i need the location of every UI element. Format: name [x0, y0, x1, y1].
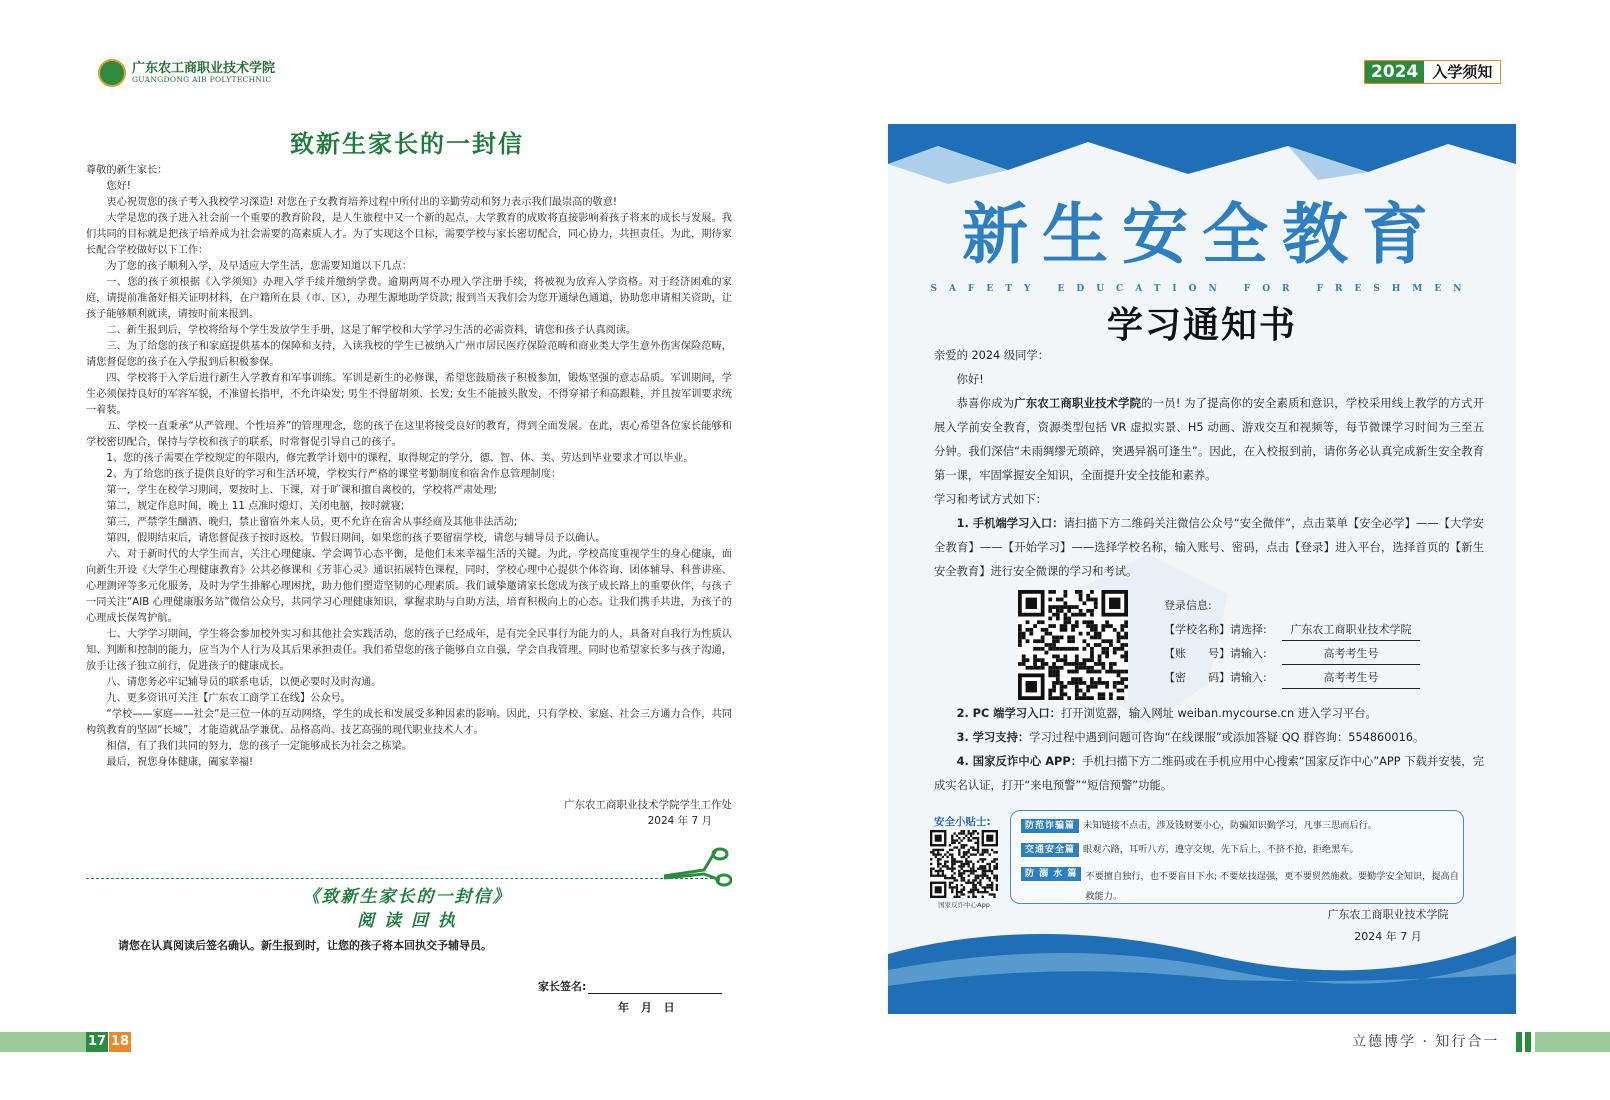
receipt-title: [84, 885, 730, 933]
poster-signature: [1188, 904, 1458, 948]
letter-paragraph: 第二，规定作息时间，晚上 11 点准时熄灯、关闭电脑，按时就寝;: [106, 501, 405, 512]
item-1-label: 1. 手机端学习入口：: [956, 517, 1064, 530]
poster-sign-org: 广东农工商职业技术学院: [1327, 908, 1449, 921]
letter-paragraph: 五、学校一直秉承“从严管理、个性培养”的管理理念，您的孩子在这里将接受良好的教育，得到全面发展。在此，衷心希望各位家长能够和学校密切配合，保持与学校和孩子的联系，时常督促引导自己的孩子。: [86, 421, 732, 448]
letter-title: 致新生家长的一封信: [290, 129, 524, 158]
poster-item-3: [934, 726, 1484, 750]
safety-tips-box: [1010, 810, 1464, 904]
footer-motto: 立德博学 · 知行合一: [1352, 1034, 1500, 1050]
scissors-icon: [660, 846, 732, 888]
tip-text: 不要擅自独行，也不要盲目下水; 不要炫技逞强，更不要贸然施救。要勤学安全知识，提高自救能力。: [1085, 871, 1459, 902]
poster-sign-date: 2024 年 7 月: [1354, 930, 1422, 943]
tip-tag: 防范诈骗篇: [1021, 819, 1079, 833]
poster-item-2: [934, 702, 1484, 726]
wechat-qr-code-icon: [1018, 590, 1128, 700]
poster-body: [934, 344, 1484, 584]
tip-fraud: [1021, 819, 1463, 833]
footer-stripe: [1525, 1032, 1531, 1052]
footer-bar-left: [0, 1032, 86, 1052]
intro-pre: 恭喜你成为: [956, 397, 1015, 410]
letter-signature: [400, 797, 732, 829]
letter-paragraph: 第三，严禁学生酗酒、晚归，禁止留宿外来人员，更不允许在宿舍从事经商及其他非法活动;: [106, 517, 518, 528]
item-3-text: 学习过程中遇到问题可咨询“在线课服”或添加答疑 QQ 群咨询：554860016。: [1029, 731, 1425, 744]
section-label: 入学须知: [1424, 61, 1500, 83]
parent-signature: [538, 978, 722, 994]
letter-paragraph: 四、学校将于入学后进行新生入学教育和军事训练。军训是新生的必修课，希望您鼓励孩子积极参加，锻炼坚强的意志品质。军训期间，学生必须保持良好的军容军貌，不准留长指甲，不允许染发; 男生不得留胡须、长发; 女生不能披头散发，不得穿裙子和高跟鞋，并且按军训要求统一着装。: [86, 373, 732, 416]
login-school-value: 广东农工商职业技术学院: [1282, 620, 1420, 641]
login-info: [1164, 594, 1420, 690]
safety-tips-label: 安全小贴士:: [934, 816, 991, 828]
poster-title: 新生安全教育: [962, 195, 1442, 273]
school-seal-icon: [98, 59, 126, 87]
letter-paragraph: 二、新生报到后，学校将给每个学生发放学生手册，这是了解学校和大学学习生活的必需资料，请您和孩子认真阅读。: [106, 325, 637, 336]
page-number-left: 17: [86, 1032, 108, 1052]
parent-signature-line[interactable]: [588, 981, 722, 994]
poster-methods-intro: 学习和考试方式如下：: [934, 493, 1047, 506]
login-title: 登录信息:: [1164, 599, 1212, 612]
letter-signature-date: 2024 年 7 月: [647, 815, 712, 827]
letter-paragraph: 您好!: [106, 181, 131, 192]
letter-paragraph: 1、您的孩子需要在学校规定的年限内，修完教学计划中的课程，取得规定的学分，德、智、体、美、劳达到毕业要求才可以毕业。: [106, 453, 694, 464]
tip-tag: 交通安全篇: [1021, 843, 1079, 857]
section-header: [1364, 60, 1501, 84]
login-password-label: 【密 码】请输入:: [1164, 671, 1267, 684]
parent-signature-label: 家长签名:: [538, 980, 587, 993]
signature-date-fields: 年 月 日: [618, 1001, 676, 1014]
tip-text: 眼观六路，耳听八方，遵守交规，先下后上，不挤不抢，拒绝黑车。: [1083, 844, 1359, 855]
letter-paragraph: 第四，假期结束后，请您督促孩子按时返校。节假日期间，如果您的孩子要留宿学校，请您与辅导员予以确认。: [106, 533, 606, 544]
receipt-note: 请您在认真阅读后签名确认。新生报到时，让您的孩子将本回执交予辅导员。: [118, 939, 492, 952]
qr-caption: 国家反诈中心App: [938, 901, 990, 909]
page-number-right: 18: [109, 1032, 131, 1052]
letter-paragraph: 三、为了给您的孩子和家庭提供基本的保障和支持，入读我校的学生已被纳入广州市居民医疗保险范畴和商业类大学生意外伤害保险范畴，请您督促您的孩子在入学报到后积极参保。: [86, 341, 732, 368]
tip-tag: 防 溺 水 篇: [1021, 867, 1081, 881]
receipt-title-line1: 《致新生家长的一封信》: [302, 887, 512, 907]
letter-paragraph: 八、请您务必牢记辅导员的联系电话，以便必要时及时沟通。: [106, 677, 382, 688]
item-2-label: 2. PC 端学习入口：: [956, 707, 1061, 720]
letter-paragraph: 九、更多资讯可关注【广东农工商学工在线】公众号。: [106, 693, 351, 704]
login-account-value: 高考考生号: [1282, 644, 1420, 665]
tip-traffic: [1021, 843, 1463, 857]
year-badge: 2024: [1365, 61, 1424, 83]
poster-heading: 学习通知书: [1106, 304, 1297, 346]
letter-paragraph: 六、对于新时代的大学生而言，关注心理健康、学会调节心态平衡，是他们未来幸福生活的关键。为此，学校高度重视学生的身心健康，面向新生开设《大学生心理健康教育》公共必修课和《芳菲心灵》通识拓展特色课程，同时，学校心理中心提供个体咨询、团体辅导、科普讲座、心理测评等多元化服务，及时为学生排解心理困扰，助力他们塑造坚韧的心理素质。我们诚挚邀请家长您成为孩子成长路上的重要伙伴，与孩子一同关注“AIB 心理健康服务站”微信公众号，共同学习心理健康知识，掌握求助与自助方法，培育积极向上的心态。让我们携手共进，为孩子的心理成长保驾护航。: [86, 549, 732, 624]
poster-greeting: 亲爱的 2024 级同学：: [934, 349, 1050, 362]
letter-paragraph: 大学是您的孩子进入社会前一个重要的教育阶段，是人生旅程中又一个新的起点，大学教育的成败将直接影响着孩子将来的成长与发展。我们共同的目标就是把孩子培养成为社会需要的高素质人才。为了实现这个目标，需要学校与家长密切配合，同心协力，共担责任。为此，期待家长配合学校做好以下工作：: [86, 213, 732, 256]
letter-paragraph: “学校——家庭——社会”是三位一体的互动网络，学生的成长和发展受多种因素的影响。因此，只有学校、家庭、社会三方通力合作，共同构筑教育的坚固“长城”，才能造就品学兼优、品格高尚、技艺高强的现代职业技术人才。: [86, 709, 732, 736]
footer-stripe: [1516, 1032, 1522, 1052]
item-3-label: 3. 学习支持：: [956, 731, 1030, 744]
letter-paragraph: 最后，祝您身体健康，阖家幸福!: [106, 757, 254, 768]
letter-paragraph: 相信，有了我们共同的努力，您的孩子一定能够成长为社会之栋梁。: [106, 741, 413, 752]
item-2-text: 打开浏览器，输入网址 weiban.mycourse.cn 进入学习平台。: [1060, 707, 1377, 720]
footer-bar-right: [1535, 1032, 1610, 1052]
item-1-text: 请扫描下方二维码关注微信公众号“安全微伴”，点击菜单【安全必学】——【大学安全教育】——【开始学习】——选择学校名称，输入账号、密码，点击【登录】进入平台，选择首页的【新生安全教育】进行安全微课的学习和考试。: [934, 517, 1484, 578]
letter-paragraph: 为了您的孩子顺利入学，及早适应大学生活，您需要知道以下几点：: [106, 261, 413, 272]
login-password-value: 高考考生号: [1282, 668, 1420, 689]
school-logo: [98, 56, 298, 90]
poster-body-continued: [934, 702, 1484, 798]
school-name-en: GUANGDONG AIB POLYTECHNIC: [132, 75, 272, 85]
item-4-text: 手机扫描下方二维码或在手机应用中心搜索“国家反诈中心”APP 下载并安装，完成实名认证，打开“来电预警”“短信预警”功能。: [934, 755, 1484, 792]
letter-paragraph: 衷心祝贺您的孩子考入我校学习深造! 对您在子女教育培养过程中所付出的辛勤劳动和努力表示我们最崇高的敬意!: [106, 197, 617, 208]
poster-item-1: [934, 512, 1484, 584]
tip-text: 未知链接不点击，涉及钱财要小心，防骗知识勤学习，凡事三思而后行。: [1083, 820, 1378, 831]
tip-drowning: [1021, 867, 1465, 907]
item-4-label: 4. 国家反诈中心 APP：: [956, 755, 1083, 768]
login-account-label: 【账 号】请输入:: [1164, 647, 1267, 660]
login-school-label: 【学校名称】请选择:: [1164, 623, 1267, 636]
receipt-title-line2: 阅 读 回 执: [357, 911, 457, 931]
letter-paragraph: 一、您的孩子须根据《入学须知》办理入学手续并缴纳学费。逾期两周不办理入学注册手续，将被视为放弃入学资格。对于经济困难的家庭，请提前准备好相关证明材料，在户籍所在县（市、区），办理生源地助学贷款; 报到当天我们会为您开通绿色通道，协助您申请相关资助，让孩子能够顺利就读，请按时前来报到。: [86, 277, 732, 320]
intro-post: 的一员! 为了提高你的安全素质和意识，学校采用线上教学的方式开展入学前安全教育，资源类型包括 VR 虚拟实景、H5 动画、游戏交互和视频等，每节微课学习时间为三至五分钟。我们深信“未雨绸缪无琐碎，突遇异祸可逢生”。因此，在入校报到前，请你务必认真完成新生安全教育第一课，牢固掌握安全知识，全面提升安全技能和素养。: [934, 397, 1484, 482]
cut-line: [86, 878, 718, 879]
poster-intro: [934, 392, 1484, 488]
poster-subtitle: SAFETY EDUCATION FOR FRESHMEN: [930, 284, 1474, 294]
intro-school: 广东农工商职业技术学院: [1014, 397, 1142, 410]
safety-education-poster: [888, 124, 1516, 1014]
letter-body: [86, 163, 732, 771]
letter-paragraph: 第一，学生在校学习期间，要按时上、下课，对于旷课和擅自离校的，学校将严肃处理;: [106, 485, 497, 496]
letter-paragraph: 2、为了给您的孩子提供良好的学习和生活环境，学校实行严格的课堂考勤制度和宿舍作息管理制度：: [106, 469, 562, 480]
letter-paragraph: 七、大学学习期间，学生将会参加校外实习和其他社会实践活动，您的孩子已经成年，是有完全民事行为能力的人，具备对自我行为性质认知、判断和控制的能力，应当为个人行为及其后果承担责任。我们希望您的孩子能够自立自强，学会自我管理。同时也希望家长多与孩子沟通，放手让孩子独立前行，促进孩子的健康成长。: [86, 629, 732, 672]
poster-hello: 你好!: [956, 373, 984, 386]
school-name-cn: 广东农工商职业技术学院: [132, 60, 276, 76]
anti-fraud-app-qr-code-icon: [930, 830, 998, 898]
letter-signature-org: 广东农工商职业技术学院学生工作处: [564, 799, 732, 811]
letter-paragraph: 尊敬的新生家长：: [86, 165, 168, 176]
poster-item-4: [934, 750, 1484, 798]
